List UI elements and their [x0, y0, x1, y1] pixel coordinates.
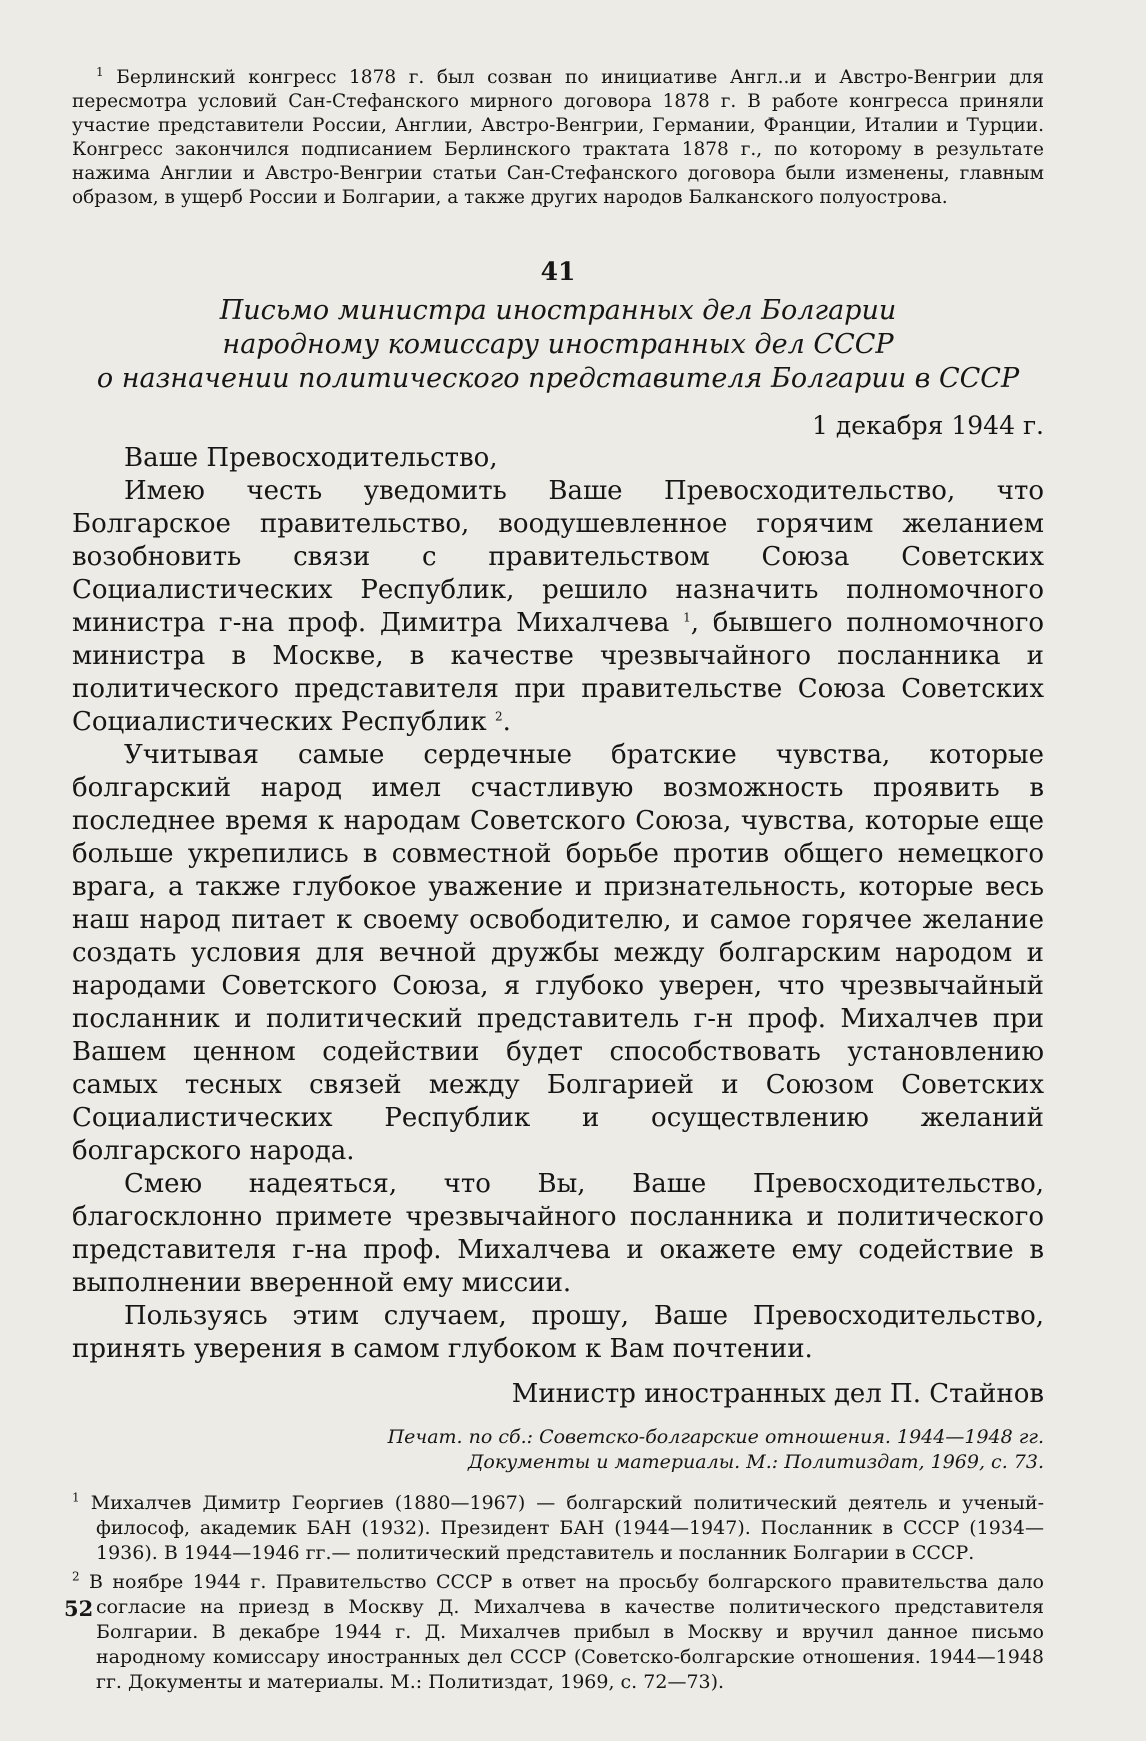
footnote-text: В ноябре 1944 г. Правительство СССР в ответ на просьбу болгарского правительства дало согласие на приезд в Москву Д. Михалчева в качестве политического представителя Болгарии. В декабре 1944 г. Д. Михалчев прибыл в Москву и вручил данное письмо народному комиссару иностранных дел СССР (Советско-болгарские отношения. 1944—1948 гг. Документы и материалы. М.: Политиздат, 1969, с. 72—73).	[89, 1571, 1044, 1693]
top-footnote	[72, 66, 1044, 210]
paragraph-end: .	[502, 707, 511, 737]
letter-paragraph: Смею надеяться, что Вы, Ваше Превосходительство, благосклонно примете чрезвычайного посланника и политического представителя г-на проф. Михалчева и окажете ему содействие в выполнении вверенной ему миссии.	[72, 1169, 1044, 1298]
document-number: 41	[540, 257, 576, 286]
source-line: Печат. по сб.: Советско-болгарские отношения. 1944—1948 гг.	[387, 1426, 1044, 1448]
salutation: Ваше Превосходительство,	[124, 443, 498, 473]
footnote-text: Михалчев Димитр Георгиев (1880—1967) — болгарский политический деятель и ученый-философ, академик БАН (1932). Президент БАН (1944—1947). Посланник в СССР (1934—1936). В 1944—1946 гг.— политический представитель и посланник Болгарии в СССР.	[90, 1492, 1044, 1564]
signature: Министр иностранных дел П. Стайнов	[511, 1379, 1044, 1409]
footnote-item	[72, 1570, 1044, 1695]
footnote-ref: 1	[683, 610, 691, 625]
footnote-item	[72, 1491, 1044, 1566]
footnotes	[72, 1491, 1044, 1695]
letter-paragraph	[72, 475, 1044, 739]
page-number: 52	[64, 1596, 94, 1621]
footnote-marker: 2	[72, 1569, 80, 1584]
footnote-marker: 1	[96, 64, 104, 79]
document-title-line: о назначении политического представителя Болгарии в СССР	[96, 363, 1020, 394]
document-title-line: народному комиссару иностранных дел СССР	[222, 329, 894, 360]
document-title-line: Письмо министра иностранных дел Болгарии	[219, 295, 897, 326]
footnote-marker: 1	[72, 1490, 80, 1505]
document-title	[72, 294, 1044, 396]
footnote-ref: 2	[494, 709, 503, 724]
letter-paragraph: Пользуясь этим случаем, прошу, Ваше Превосходительство, принять уверения в самом глубоком к Вам почтении.	[72, 1301, 1044, 1364]
top-footnote-text: Берлинский конгресс 1878 г. был созван по инициативе Англ..и и Австро-Венгрии для пересмотра условий Сан-Стефанского мирного договора 1878 г. В работе конгресса приняли участие представители России, Англии, Австро-Венгрии, Германии, Франции, Италии и Турции. Конгресс закончился подписанием Берлинского трактата 1878 г., по которому в результате нажима Англии и Австро-Венгрии статьи Сан-Стефанского договора были изменены, главным образом, в ущерб России и Болгарии, а также других народов Балканского полуострова.	[72, 67, 1044, 208]
letter-paragraph: Учитывая самые сердечные братские чувства, которые болгарский народ имел счастливую возможность проявить в последнее время к народам Советского Союза, чувства, которые еще больше укрепились в совместной борьбе против общего немецкого врага, а также глубокое уважение и признательность, которые весь наш народ питает к своему освободителю, и самое горячее желание создать условия для вечной дружбы между болгарским народом и народами Советского Союза, я глубоко уверен, что чрезвычайный посланник и политический представитель г-н проф. Михалчев при Вашем ценном содействии будет способствовать установлению самых тесных связей между Болгарией и Союзом Советских Социалистических Республик и осуществлению желаний болгарского народа.	[72, 740, 1044, 1166]
top-footnote-paragraph	[72, 66, 1044, 210]
paragraph-text: , бывшего полномочного министра в Москве, в качестве чрезвычайного посланника и политического представителя при правительстве Союза Советских Социалистических Республик	[72, 608, 1045, 737]
source-line: Документы и материалы. М.: Политиздат, 1969, с. 73.	[467, 1451, 1044, 1473]
letter-body	[72, 442, 1044, 1366]
paragraph-text: Имею честь уведомить Ваше Превосходительство, что Болгарское правительство, воодушевленное горячим желанием возобновить связи с правительством Союза Советских Социалистических Республик, решило назначить полномочного министра г-на проф. Димитра Михалчева	[72, 476, 1044, 638]
source-citation	[72, 1425, 1044, 1475]
document-date: 1 декабря 1944 г.	[812, 411, 1044, 440]
